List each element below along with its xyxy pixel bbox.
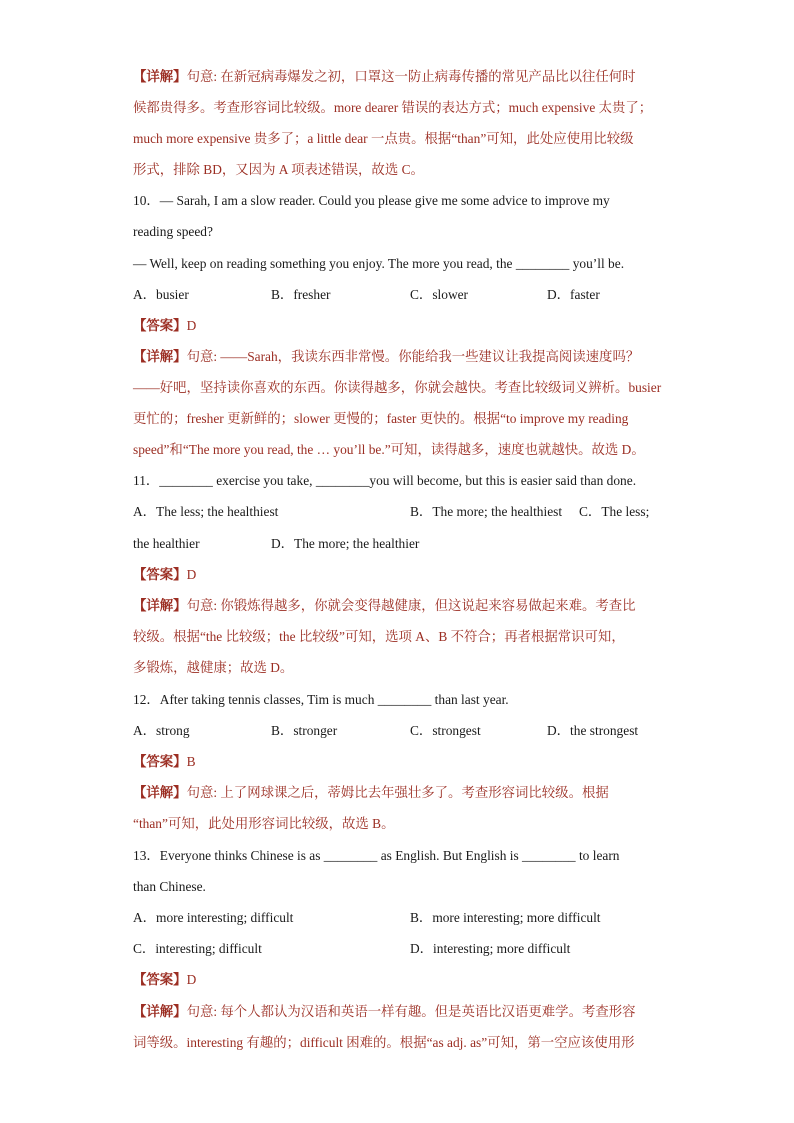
option-item: B．stronger <box>271 723 338 738</box>
explanation-tag: 【详解】 <box>133 349 187 364</box>
explanation-tag: 【详解】 <box>133 785 187 800</box>
answer-value: D <box>186 972 197 987</box>
option-item: B．The more; the healthiest <box>410 504 563 519</box>
option-item: A．strong <box>133 723 190 738</box>
text-line <box>133 409 663 429</box>
option-item: C．interesting; difficult <box>133 941 262 956</box>
line-text: reading speed? <box>133 224 213 239</box>
answer-line <box>133 752 663 772</box>
line-text: 句意: 每个人都认为汉语和英语一样有趣。但是英语比汉语更难学。考查形容 <box>186 1004 636 1019</box>
answer-line <box>133 565 663 585</box>
option-item: C．strongest <box>410 723 481 738</box>
text-line <box>133 191 663 211</box>
line-text: 句意: 你锻炼得越多，你就会变得越健康，但这说起来容易做起来难。考查比 <box>186 598 636 613</box>
text-line <box>133 690 663 710</box>
option-item: A．busier <box>133 287 189 302</box>
answer-value: D <box>186 567 197 582</box>
text-line <box>133 1002 663 1022</box>
line-text: 更忙的；fresher 更新鲜的；slower 更慢的；faster 更快的。根据“to improve my reading <box>133 411 629 426</box>
explanation-tag: 【详解】 <box>133 69 187 84</box>
line-text: ——好吧，坚持读你喜欢的东西。你读得越多，你就会越快。考查比较级词义辨析。busier <box>133 380 662 395</box>
answer-value: D <box>186 318 197 333</box>
text-line <box>133 1033 663 1053</box>
option-item: D．interesting; more difficult <box>410 941 571 956</box>
line-text: 词等级。interesting 有趣的；difficult 困难的。根据“as adj. as”可知，第一空应该使用形 <box>133 1035 635 1050</box>
option-item: the healthier <box>133 536 200 551</box>
text-line <box>133 846 663 866</box>
text-line <box>133 347 663 367</box>
answer-tag: 【答案】 <box>133 318 187 333</box>
line-text: 形式，排除 BD，又因为 A 项表述错误，故选 C。 <box>133 162 424 177</box>
option-item: D．the strongest <box>547 723 639 738</box>
text-line <box>133 783 663 803</box>
answer-tag: 【答案】 <box>133 567 187 582</box>
option-item: B．more interesting; more difficult <box>410 910 601 925</box>
line-text: than Chinese. <box>133 879 206 894</box>
answer-tag: 【答案】 <box>133 972 187 987</box>
text-line <box>133 378 663 398</box>
text-line <box>133 160 663 180</box>
option-item: C．slower <box>410 287 469 302</box>
explanation-tag: 【详解】 <box>133 598 187 613</box>
answer-line <box>133 316 663 336</box>
text-line <box>133 129 663 149</box>
option-item: A．The less; the healthiest <box>133 504 279 519</box>
line-text: 句意: 上了网球课之后，蒂姆比去年强壮多了。考查形容词比较级。根据 <box>186 785 609 800</box>
text-line <box>133 596 663 616</box>
line-text: 11．________ exercise you take, ________you will become, but this is easier said than done. <box>133 473 637 488</box>
line-text: 13．Everyone thinks Chinese is as ________ as English. But English is ________ to learn <box>133 848 620 863</box>
answer-value: B <box>186 754 196 769</box>
option-item: D．faster <box>547 287 600 302</box>
text-line <box>133 877 663 897</box>
line-text: speed”和“The more you read, the … you’ll be.”可知，读得越多，速度也就越快。故选 D。 <box>133 442 645 457</box>
line-text: 句意: ——Sarah，我读东西非常慢。你能给我一些建议让我提高阅读速度吗？ <box>186 349 640 364</box>
text-line <box>133 814 663 834</box>
text-line <box>133 440 663 460</box>
text-line <box>133 627 663 647</box>
text-line <box>133 222 663 242</box>
line-text: 12．After taking tennis classes, Tim is much ________ than last year. <box>133 692 509 707</box>
line-text: — Well, keep on reading something you enjoy. The more you read, the ________ you’ll be. <box>133 256 625 271</box>
answer-tag: 【答案】 <box>133 754 187 769</box>
line-text: 候都贵得多。考查形容词比较级。more dearer 错误的表达方式；much expensive 太贵了； <box>133 100 653 115</box>
line-text: 多锻炼，越健康；故选 D。 <box>133 660 294 675</box>
option-item: A．more interesting; difficult <box>133 910 294 925</box>
answer-line <box>133 970 663 990</box>
text-line <box>133 98 663 118</box>
text-line <box>133 658 663 678</box>
option-item: C．The less; <box>579 504 650 519</box>
line-text: 句意: 在新冠病毒爆发之初，口罩这一防止病毒传播的常见产品比以往任何时 <box>186 69 636 84</box>
explanation-tag: 【详解】 <box>133 1004 187 1019</box>
option-item: B．fresher <box>271 287 331 302</box>
line-text: 10．— Sarah, I am a slow reader. Could you please give me some advice to improve my <box>133 193 610 208</box>
line-text: much more expensive 贵多了；a little dear 一点贵。根据“than”可知，此处应使用比较级 <box>133 131 634 146</box>
line-text: “than”可知，此处用形容词比较级，故选 B。 <box>133 816 395 831</box>
text-line <box>133 67 663 87</box>
line-text: 较级。根据“the 比较级；the 比较级”可知，选项 A、B 不符合；再者根据常识可知， <box>133 629 625 644</box>
option-item: D．The more; the healthier <box>271 536 420 551</box>
text-line <box>133 254 663 274</box>
text-line <box>133 471 663 491</box>
